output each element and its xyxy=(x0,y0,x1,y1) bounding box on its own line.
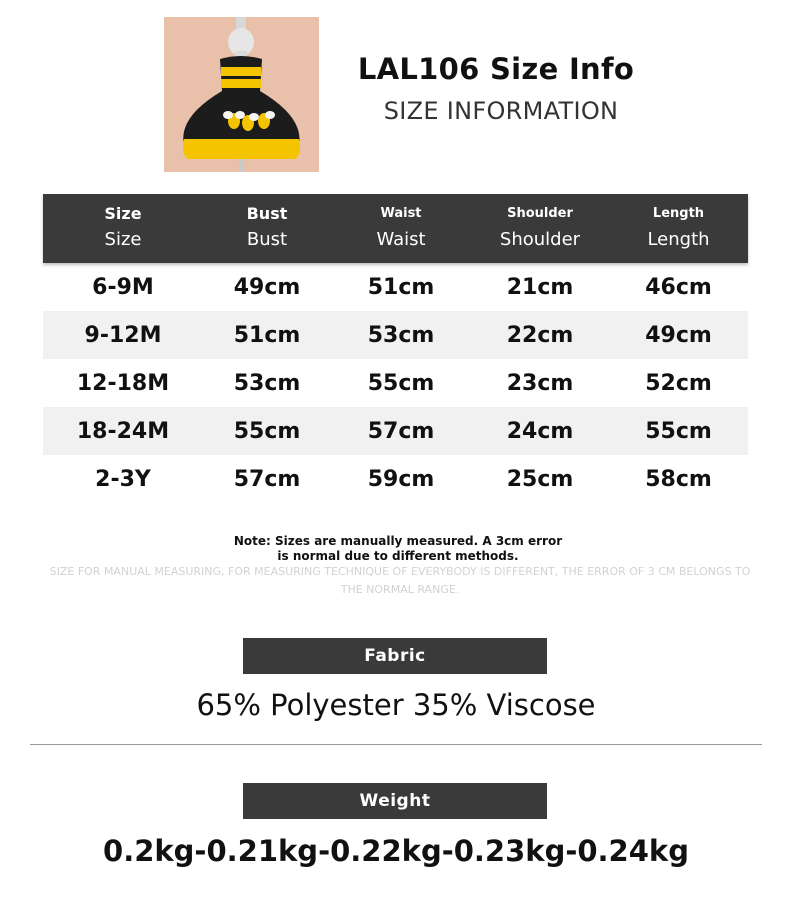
cell-length: 46cm xyxy=(645,274,712,300)
page-title: LAL106 Size Info xyxy=(357,52,635,86)
header-length xyxy=(609,194,748,263)
cell-waist: 55cm xyxy=(367,370,435,396)
bee-dress-icon xyxy=(164,17,319,172)
header-top-label: Bust xyxy=(246,203,288,223)
cell-length: 49cm xyxy=(645,322,712,348)
cell-shoulder: 24cm xyxy=(506,418,574,444)
fabric-value: 65% Polyester 35% Viscose xyxy=(196,688,596,722)
cell-shoulder: 25cm xyxy=(506,466,574,492)
header-size xyxy=(43,194,203,263)
table-row xyxy=(43,263,748,311)
table-row xyxy=(43,311,748,359)
cell-bust: 55cm xyxy=(233,418,301,444)
cell-waist: 57cm xyxy=(367,418,435,444)
cell-waist: 59cm xyxy=(367,466,435,492)
header-bottom-label: Bust xyxy=(246,228,288,250)
cell-length: 58cm xyxy=(645,466,712,492)
fabric-label: Fabric xyxy=(243,638,547,674)
weight-label: Weight xyxy=(243,783,547,819)
header-bottom-label: Length xyxy=(647,228,710,250)
cell-bust: 57cm xyxy=(233,466,301,492)
table-row xyxy=(43,407,748,455)
table-row xyxy=(43,359,748,407)
cell-size: 9-12M xyxy=(84,322,162,348)
cell-shoulder: 22cm xyxy=(506,322,574,348)
cell-waist: 53cm xyxy=(367,322,435,348)
cell-length: 52cm xyxy=(645,370,712,396)
cell-size: 2-3Y xyxy=(95,466,151,492)
cell-length: 55cm xyxy=(645,418,712,444)
product-photo xyxy=(164,17,319,172)
cell-waist: 51cm xyxy=(367,274,435,300)
header-top-label: Length xyxy=(652,205,705,221)
header-top-label: Waist xyxy=(380,205,422,221)
header-shoulder xyxy=(471,194,609,263)
cell-size: 6-9M xyxy=(92,274,154,300)
cell-shoulder: 21cm xyxy=(506,274,574,300)
cell-size: 12-18M xyxy=(76,370,170,396)
cell-size: 18-24M xyxy=(76,418,170,444)
measurement-note-faded: SIZE FOR MANUAL MEASURING, FOR MEASURING TECHNIQUE OF EVERYBODY IS DIFFERENT, THE ERROR OF 3 CM BELONGS TO THE NORMAL RANGE. xyxy=(49,565,751,596)
header-bust xyxy=(203,194,331,263)
size-table xyxy=(43,194,748,503)
cell-bust: 49cm xyxy=(233,274,301,300)
header-bottom-label: Size xyxy=(104,228,142,250)
divider xyxy=(30,744,762,745)
measurement-note: Note: Sizes are manually measured. A 3cm error is normal due to different methods. xyxy=(233,534,563,563)
page-subtitle: SIZE INFORMATION xyxy=(383,97,619,125)
table-row xyxy=(43,455,748,503)
cell-shoulder: 23cm xyxy=(506,370,574,396)
header-top-label: Size xyxy=(104,203,142,223)
header-top-label: Shoulder xyxy=(507,205,573,221)
header-bottom-label: Shoulder xyxy=(499,228,581,250)
cell-bust: 51cm xyxy=(233,322,301,348)
header-bottom-label: Waist xyxy=(376,228,426,250)
weight-value: 0.2kg-0.21kg-0.22kg-0.23kg-0.24kg xyxy=(103,834,689,868)
table-header xyxy=(43,194,748,263)
cell-bust: 53cm xyxy=(233,370,301,396)
header-waist xyxy=(331,194,471,263)
